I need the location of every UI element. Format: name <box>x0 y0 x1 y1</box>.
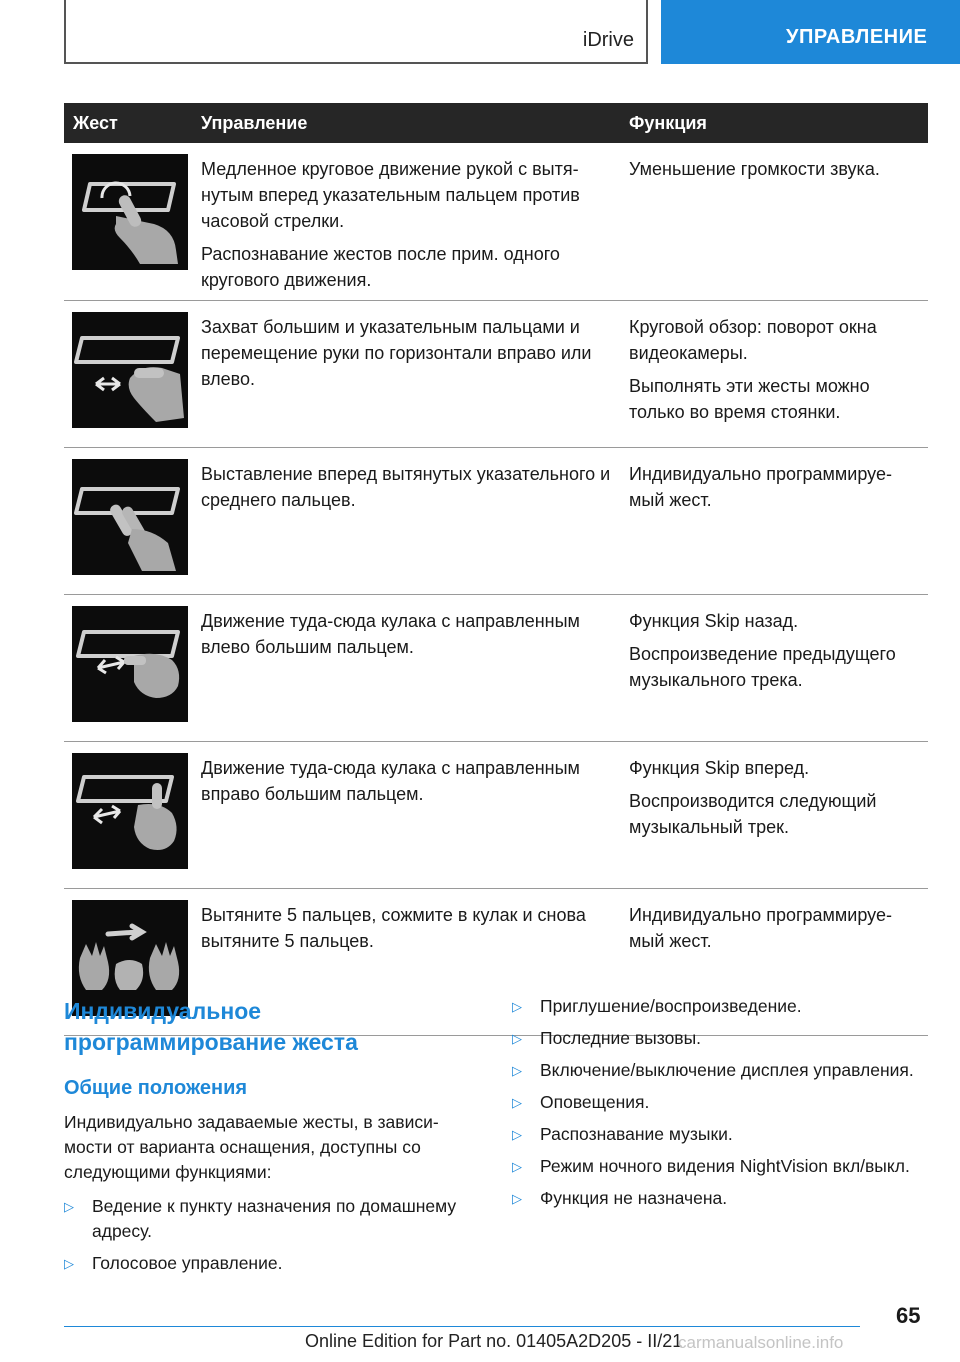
list-item <box>512 1154 928 1179</box>
control-cell <box>192 742 620 889</box>
function-cell <box>620 301 928 448</box>
list-item-text: Оповещения. <box>540 1092 650 1112</box>
list-item-text: Функция не назначена. <box>540 1188 728 1208</box>
function-text: Функция Skip назад. <box>629 611 799 631</box>
control-cell <box>192 595 620 742</box>
watermark: carmanualsonline.info <box>678 1333 844 1352</box>
grab-swipe-gesture-icon <box>72 312 188 428</box>
triangle-bullet-icon: ▷ <box>512 1159 522 1174</box>
control-text: Выставление вперед вытянутых указательного и среднего пальцев. <box>201 464 611 510</box>
triangle-bullet-icon: ▷ <box>512 1031 522 1046</box>
list-item-text: Ведение к пункту назначения по домашнему адресу. <box>92 1196 457 1241</box>
list-item-text: Последние вызовы. <box>540 1028 702 1048</box>
list-item <box>512 1090 928 1115</box>
gesture-table <box>64 103 928 1036</box>
table-row <box>64 448 928 595</box>
footer-divider <box>64 1326 860 1327</box>
list-item-text: Режим ночного видения NightVision вкл/выкл. <box>540 1156 910 1176</box>
list-item <box>512 994 928 1019</box>
triangle-bullet-icon: ▷ <box>512 999 522 1014</box>
control-text: Захват большим и указательным пальцами и перемещение руки по горизонтали вправо или влево. <box>201 317 592 389</box>
list-item-text: Приглушение/воспроизведение. <box>540 996 802 1016</box>
section-title: Индивидуальное программирование жеста <box>64 998 358 1055</box>
table-row <box>64 595 928 742</box>
triangle-bullet-icon: ▷ <box>64 1199 74 1214</box>
list-item-text: Голосовое управление. <box>92 1253 283 1273</box>
function-cell <box>620 595 928 742</box>
control-text: Движение туда-сюда кулака с направленным вправо большим пальцем. <box>201 758 580 804</box>
table-row <box>64 301 928 448</box>
function-text: Выполнять эти жесты можно только во время стоянки. <box>629 376 870 422</box>
function-text: Функция Skip вперед. <box>629 758 810 778</box>
function-cell <box>620 448 928 595</box>
table-header-row <box>64 103 928 143</box>
table-row <box>64 143 928 301</box>
bullet-list-left <box>64 1194 474 1283</box>
function-text: Индивидуально программируемый жест. <box>629 905 892 951</box>
control-text: Вытяните 5 пальцев, сожмите в кулак и снова вытяните 5 пальцев. <box>201 905 586 951</box>
list-item <box>512 1058 928 1083</box>
fist-swipe-left-gesture-icon <box>72 606 188 722</box>
list-item-text: Распознавание музыки. <box>540 1124 733 1144</box>
control-cell <box>192 448 620 595</box>
triangle-bullet-icon: ▷ <box>64 1256 74 1271</box>
column-header-gesture: Жест <box>64 103 192 143</box>
control-cell <box>192 143 620 301</box>
intro-paragraph: Индивидуально задаваемые жесты, в зависимости от варианта оснащения, доступны со следующими функциями: <box>64 1112 439 1182</box>
table-row <box>64 742 928 889</box>
control-cell <box>192 301 620 448</box>
function-text: Уменьшение громкости звука. <box>629 159 880 179</box>
header-frame <box>64 0 648 64</box>
function-text: Воспроизводится следующий музыкальный трек. <box>629 791 877 837</box>
column-header-function: Функция <box>620 103 928 143</box>
control-text: Медленное круговое движение рукой с вытянутым вперед указательным пальцем против часовой стрелки. <box>201 159 580 231</box>
triangle-bullet-icon: ▷ <box>512 1191 522 1206</box>
header-section-tab[interactable]: УПРАВЛЕНИЕ <box>661 0 960 64</box>
function-cell <box>620 742 928 889</box>
header-idrive-label: iDrive <box>582 29 634 51</box>
control-text: Распознавание жестов после прим. одного кругового движения. <box>201 244 560 290</box>
function-text: Круговой обзор: поворот окна видеокамеры. <box>629 317 877 363</box>
list-item <box>64 1194 474 1244</box>
list-item-text: Включение/выключение дисплея управления. <box>540 1060 914 1080</box>
page-number: 65 <box>896 1303 921 1328</box>
list-item <box>512 1026 928 1051</box>
list-item <box>512 1122 928 1147</box>
triangle-bullet-icon: ▷ <box>512 1127 522 1142</box>
bullet-list-right <box>512 994 928 1218</box>
triangle-bullet-icon: ▷ <box>512 1095 522 1110</box>
rotate-finger-gesture-icon <box>72 154 188 270</box>
edition-footer: Online Edition for Part no. 01405A2D205 - II/21 <box>305 1331 683 1351</box>
function-text: Воспроизведение предыдущего музыкального трека. <box>629 644 896 690</box>
column-header-control: Управление <box>192 103 620 143</box>
two-finger-point-gesture-icon <box>72 459 188 575</box>
triangle-bullet-icon: ▷ <box>512 1063 522 1078</box>
control-text: Движение туда-сюда кулака с направленным влево большим пальцем. <box>201 611 580 657</box>
section-subtitle: Общие положения <box>64 1077 248 1099</box>
function-text: Индивидуально программируемый жест. <box>629 464 892 510</box>
fist-swipe-right-gesture-icon <box>72 753 188 869</box>
function-cell <box>620 143 928 301</box>
list-item <box>512 1186 928 1211</box>
list-item <box>64 1251 474 1276</box>
